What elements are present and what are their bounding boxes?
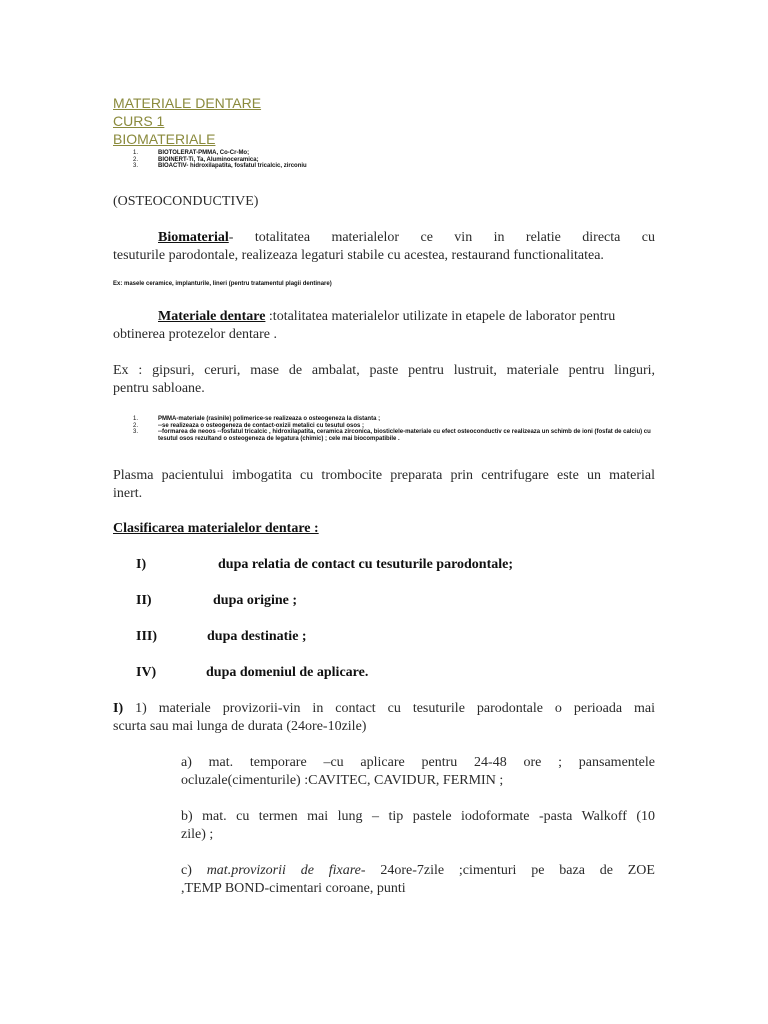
list-text: BIOACTIV- hidroxilapatita, fosfatul tricalcic, zirconiu xyxy=(158,163,307,169)
list-item xyxy=(133,163,307,170)
paragraph-text: inert. xyxy=(113,486,143,501)
classification-text: dupa domeniul de aplicare. xyxy=(206,665,369,680)
paragraph-text: a) mat. temporare –cu aplicare pentru 24-48 ore ; pansamentele xyxy=(181,755,655,770)
paragraph-line xyxy=(113,229,655,247)
roman-numeral: II) xyxy=(136,593,152,608)
classification-text: dupa origine ; xyxy=(213,593,298,608)
paragraph-text: tesuturile parodontale, realizeaza legaturi stabile cu acestea, restaurand functionalitatea. xyxy=(113,248,604,263)
paragraph-text: zile) ; xyxy=(181,827,214,842)
paragraph-text: b) mat. cu termen mai lung – tip pastele iodoformate -pasta Walkoff (10 xyxy=(181,809,655,824)
sub-item-b xyxy=(181,808,655,844)
paragraph-text: pentru sabloane. xyxy=(113,381,205,396)
list-text: --formarea de neoos --fosfatul tricalcic , hidroxilapatita, ceramica zirconica, biosticlele-materiale cu efect osteoconductiv ce realizeaza un schimb de ioni (fosfat de calciu) cu tesutul osos rezultand o osteogeneza de legatura (chimic) ; cele mai biocompatibile . xyxy=(158,429,651,442)
list-item xyxy=(133,429,655,442)
paragraph-line xyxy=(181,862,655,880)
osteoconductive-label: (OSTEOCONDUCTIVE) xyxy=(113,194,259,209)
paragraph-text: 1) materiale provizorii-vin in contact cu tesuturile parodontale o perioada mai xyxy=(123,701,655,716)
section-heading: BIOMATERIALE xyxy=(113,131,216,147)
list-text: --se realizeaza o osteogeneza de contact-oxizii metalici cu tesutul osos ; xyxy=(158,422,365,429)
biomaterial-paragraph xyxy=(113,229,655,265)
paragraph-text: ,TEMP BOND-cimentari coroane, punti xyxy=(181,881,406,896)
classification-text: dupa destinatie ; xyxy=(207,629,307,644)
roman-numeral: III) xyxy=(136,629,158,644)
list-text: BIOINERT-Ti, Ta, Aluminoceramica; xyxy=(158,156,259,163)
biomaterial-term: Biomaterial xyxy=(158,230,229,245)
sub-item-c xyxy=(181,862,655,898)
paragraph-text: :totalitatea materialelor utilizate in etapele de laborator pentru xyxy=(265,309,616,324)
materiale-dentare-term: Materiale dentare xyxy=(158,309,266,324)
list-number: 2. xyxy=(133,422,139,429)
classification-title: Clasificarea materialelor dentare : xyxy=(113,521,319,536)
materiale-dentare-paragraph xyxy=(113,308,655,344)
biomaterial-types-list xyxy=(133,150,307,170)
course-label: CURS 1 xyxy=(113,113,165,129)
examples-paragraph xyxy=(113,362,655,398)
list-number: 1. xyxy=(133,150,139,156)
paragraph-text: Plasma pacientului imbogatita cu trombocite preparata prin centrifugare este un material xyxy=(113,468,655,483)
example-note: Ex: masele ceramice, implanturile, lineri (pentru tratamentul plagii dentinare) xyxy=(113,281,332,287)
section-label: I) xyxy=(113,701,124,716)
paragraph-line xyxy=(113,308,655,326)
italic-term: mat.provizorii de fixare- xyxy=(206,863,366,878)
classification-text: dupa relatia de contact cu tesuturile parodontale; xyxy=(218,557,514,572)
roman-numeral: IV) xyxy=(136,665,157,680)
list-text: BIOTOLERAT-PMMA, Co-Cr-Mo; xyxy=(158,150,250,156)
paragraph-text: Ex : gipsuri, ceruri, mase de ambalat, paste pentru lustruit, materiale pentru linguri, xyxy=(113,363,655,378)
paragraph-text: scurta sau mai lunga de durata (24ore-10zile) xyxy=(113,719,367,734)
paragraph-text: c) xyxy=(181,863,207,878)
roman-numeral: I) xyxy=(136,557,147,572)
plasma-paragraph xyxy=(113,467,655,503)
osteogenesis-list xyxy=(133,416,655,442)
list-number: 3. xyxy=(133,429,139,435)
sub-item-a xyxy=(181,754,655,790)
paragraph-text: ocluzale(cimenturile) :CAVITEC, CAVIDUR, FERMIN ; xyxy=(181,773,504,788)
list-number: 1. xyxy=(133,416,139,422)
paragraph-text: 24ore-7zile ;cimenturi pe baza de ZOE xyxy=(365,863,655,878)
list-text: PMMA-materiale (rasinile) polimerice-se realizeaza o osteogeneza la distanta ; xyxy=(158,416,381,422)
paragraph-text: obtinerea protezelor dentare . xyxy=(113,327,278,342)
paragraph-line xyxy=(113,700,655,718)
list-number: 3. xyxy=(133,163,139,169)
list-number: 2. xyxy=(133,156,139,163)
doc-title: MATERIALE DENTARE xyxy=(113,95,262,111)
section-one-paragraph xyxy=(113,700,655,736)
paragraph-text: - totalitatea materialelor ce vin in relatie directa cu xyxy=(228,230,655,245)
